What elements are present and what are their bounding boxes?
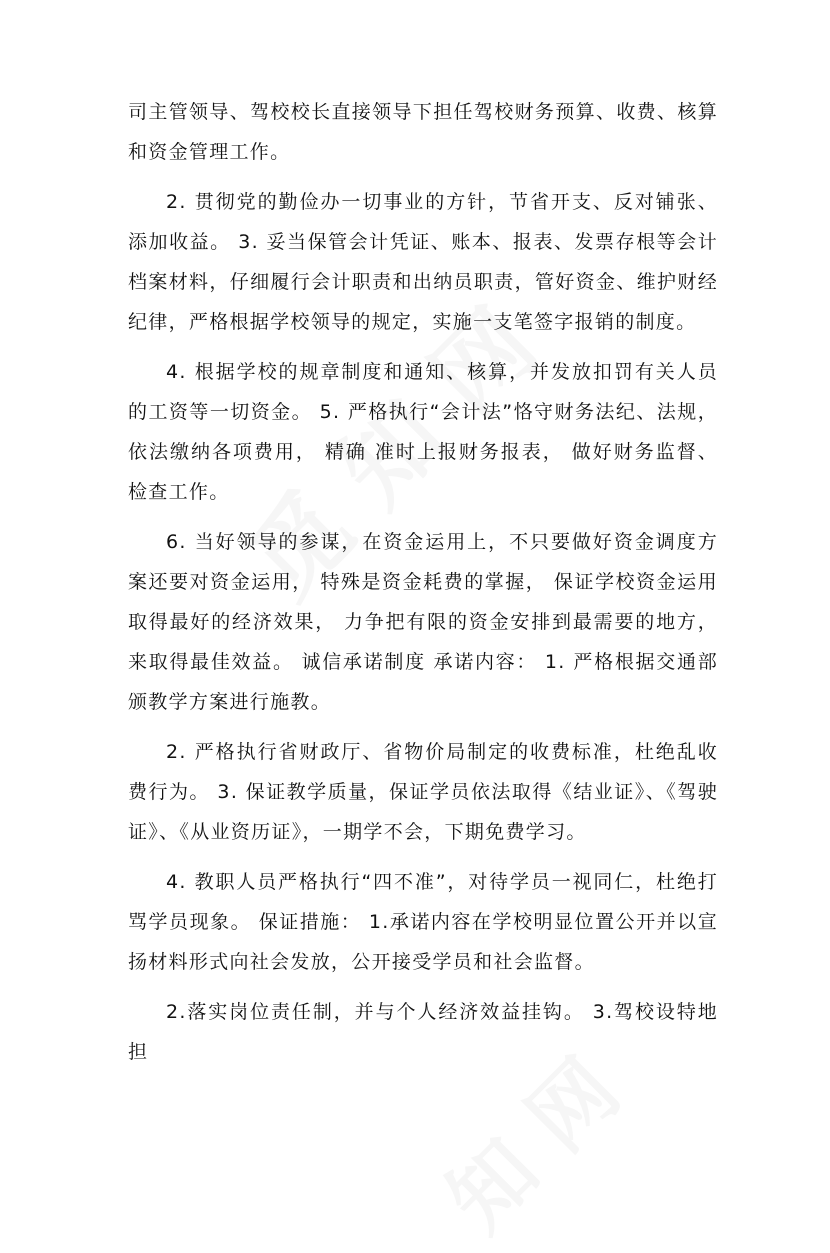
document-body: [128, 92, 718, 1072]
paragraph: 6. 当好领导的参谋，在资金运用上，不只要做好资金调度方案还要对资金运用， 特殊是资金耗费的掌握， 保证学校资金运用取得最好的经济效果， 力争把有限的资金安排到最需要的地方， 来取得最佳效益。 诚信承诺制度 承诺内容： 1. 严格根据交通部颁教学方案进行施教。: [128, 531, 718, 713]
paragraph: 2. 贯彻党的勤俭办一切事业的方针，节省开支、反对铺张、添加收益。 3. 妥当保管会计凭证、账本、报表、发票存根等会计档案材料，仔细履行会计职责和出纳员职责，管好资金、维护财经纪律，严格根据学校领导的规定，实施一支笔签字报销的制度。: [128, 191, 718, 333]
paragraph: 4. 教职人员严格执行“四不准”，对待学员一视同仁，杜绝打骂学员现象。 保证措施： 1.承诺内容在学校明显位置公开并以宣扬材料形式向社会发放，公开接受学员和社会监督。: [128, 871, 718, 973]
paragraph: 2.落实岗位责任制，并与个人经济效益挂钩。 3.驾校设特地担: [128, 1001, 718, 1063]
paragraph: 4. 根据学校的规章制度和通知、核算，并发放扣罚有关人员的工资等一切资金。 5. 严格执行“会计法”恪守财务法纪、法规，依法缴纳各项费用， 精确 准时上报财务报表， 做好财务监督、检查工作。: [128, 361, 718, 503]
paragraph: 司主管领导、驾校校长直接领导下担任驾校财务预算、收费、核算和资金管理工作。: [128, 101, 718, 163]
paragraph: 2. 严格执行省财政厅、省物价局制定的收费标准，杜绝乱收费行为。 3. 保证教学质量，保证学员依法取得《结业证》、《驾驶证》、《从业资历证》，一期学不会，下期免费学习。: [128, 741, 718, 843]
